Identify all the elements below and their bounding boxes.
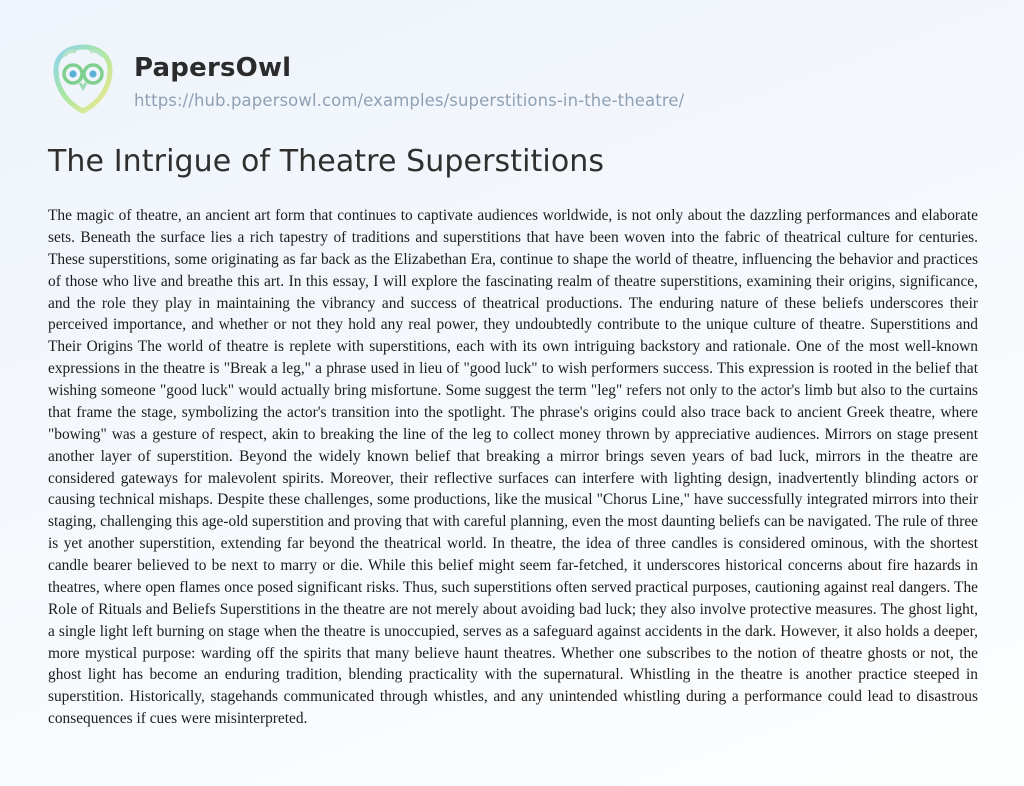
article-content <box>0 116 1024 730</box>
site-header <box>0 0 1024 116</box>
article-body-text: The magic of theatre, an ancient art form that continues to captivate audiences worldwide, is not only about the dazzling performances and elaborate sets. Beneath the surface lies a rich tapestry of traditions and superstitions that have been woven into the fabric of theatrical culture for centuries. These superstitions, some originating as far back as the Elizabethan Era, continue to shape the world of theatre, influencing the behavior and practices of those who live and breathe this art. In this essay, I will explore the fascinating realm of theatre superstitions, examining their origins, significance, and the role they play in maintaining the vibrancy and success of theatrical productions. The enduring nature of these beliefs underscores their perceived importance, and whether or not they hold any real power, they undoubtedly contribute to the unique culture of theatre. Superstitions and Their Origins The world of theatre is replete with superstitions, each with its own intriguing backstory and rationale. One of the most well-known expressions in the theatre is "Break a leg," a phrase used in lieu of "good luck" to wish performers success. This expression is rooted in the belief that wishing someone "good luck" would actually bring misfortune. Some suggest the term "leg" refers not only to the actor's limb but also to the curtains that frame the stage, symbolizing the actor's transition into the spotlight. The phrase's origins could also trace back to ancient Greek theatre, where "bowing" was a gesture of respect, akin to breaking the line of the leg to collect money thrown by appreciative audiences. Mirrors on stage present another layer of superstition. Beyond the widely known belief that breaking a mirror brings seven years of bad luck, mirrors in the theatre are considered gateways for malevolent spirits. Moreover, their reflective surfaces can interfere with lighting design, inadvertently blinding actors or causing technical mishaps. Despite these challenges, some productions, like the musical "Chorus Line," have successfully integrated mirrors into their staging, challenging this age-old superstition and proving that with careful planning, even the most daunting beliefs can be navigated. The rule of three is yet another superstition, extending far beyond the theatrical world. In theatre, the idea of three candles is considered ominous, with the shortest candle bearer believed to be next to marry or die. While this belief might seem far-fetched, it underscores historical concerns about fire hazards in theatres, where open flames once posed significant risks. Thus, such superstitions often served practical purposes, cautioning against real dangers. The Role of Rituals and Beliefs Superstitions in the theatre are not merely about avoiding bad luck; they also involve protective measures. The ghost light, a single light left burning on stage when the theatre is unoccupied, serves as a safeguard against accidents in the dark. However, it also holds a deeper, more mystical purpose: warding off the spirits that many believe haunt theatres. Whether one subscribes to the notion of theatre ghosts or not, the ghost light has become an enduring tradition, blending practicality with the supernatural. Whistling in the theatre is another practice steeped in superstition. Historically, stagehands communicated through whistles, and any unintended whistling during a performance could lead to disastrous consequences if cues were misinterpreted. <box>48 207 978 728</box>
owl-logo-icon <box>46 42 120 116</box>
page-title: The Intrigue of Theatre Superstitions <box>48 144 605 179</box>
brand-block <box>134 48 684 110</box>
source-url[interactable]: https://hub.papersowl.com/examples/superstitions-in-the-theatre/ <box>134 90 685 110</box>
brand-name: PapersOwl <box>134 53 292 84</box>
